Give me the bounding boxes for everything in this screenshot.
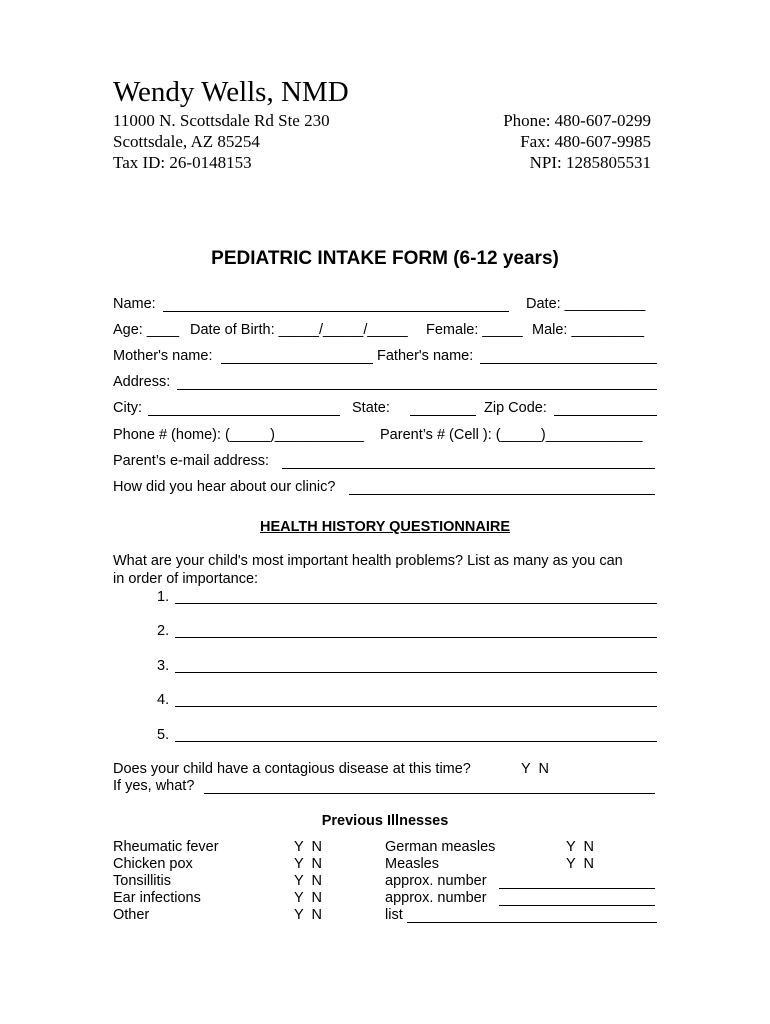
illness-label: Chicken pox bbox=[113, 856, 193, 872]
illness-label: German measles bbox=[385, 839, 496, 855]
approx-number-label: approx. number bbox=[385, 890, 487, 906]
zip-label: Zip Code: bbox=[484, 400, 547, 416]
if-yes-field[interactable] bbox=[204, 793, 655, 794]
problem-number-5: 5. bbox=[157, 727, 170, 743]
problem-field-4[interactable] bbox=[175, 706, 657, 707]
state-field[interactable] bbox=[410, 415, 476, 416]
problem-number-1: 1. bbox=[157, 589, 170, 605]
date-field[interactable]: Date: __________ bbox=[526, 296, 646, 312]
illness-yes-no[interactable]: Y N bbox=[294, 839, 322, 855]
illness-label: Other bbox=[113, 907, 150, 923]
previous-illnesses-heading: Previous Illnesses bbox=[321, 813, 449, 829]
problem-number-3: 3. bbox=[157, 658, 170, 674]
address-field[interactable] bbox=[177, 389, 657, 390]
health-history-heading: HEALTH HISTORY QUESTIONNAIRE bbox=[259, 519, 510, 535]
zip-field[interactable] bbox=[554, 415, 657, 416]
problem-field-2[interactable] bbox=[175, 637, 657, 638]
illness-label: Ear infections bbox=[113, 890, 201, 906]
health-question-line1: What are your child's most important health problems? List as many as you can bbox=[113, 553, 623, 569]
dob-field[interactable]: Date of Birth: _____/_____/_____ bbox=[190, 322, 408, 338]
approx-number-field[interactable] bbox=[499, 905, 655, 906]
if-yes-label: If yes, what? bbox=[113, 778, 195, 794]
parent-email-field[interactable] bbox=[282, 468, 655, 469]
problem-number-2: 2. bbox=[157, 623, 170, 639]
mother-label: Mother's name: bbox=[113, 348, 213, 364]
father-label: Father's name: bbox=[377, 348, 474, 364]
list-label: list bbox=[385, 907, 403, 923]
address-label: Address: bbox=[113, 374, 171, 390]
illness-yes-no[interactable]: Y N bbox=[294, 907, 322, 923]
illness-label: Measles bbox=[385, 856, 439, 872]
tax-id: Tax ID: 26-0148153 bbox=[113, 153, 252, 172]
name-label: Name: bbox=[113, 296, 156, 312]
referral-label: How did you hear about our clinic? bbox=[113, 479, 336, 495]
approx-number-field[interactable] bbox=[499, 888, 655, 889]
illness-yes-no[interactable]: Y N bbox=[566, 839, 594, 855]
referral-field[interactable] bbox=[349, 494, 655, 495]
female-field[interactable]: Female: _____ bbox=[426, 322, 523, 338]
approx-number-label: approx. number bbox=[385, 873, 487, 889]
name-field[interactable] bbox=[163, 311, 509, 312]
problem-field-3[interactable] bbox=[175, 672, 657, 673]
illness-yes-no[interactable]: Y N bbox=[294, 873, 322, 889]
problem-field-5[interactable] bbox=[175, 741, 657, 742]
parent-cell-field[interactable]: Parent’s # (Cell ): (_____)____________ bbox=[380, 427, 643, 443]
illness-yes-no[interactable]: Y N bbox=[294, 890, 322, 906]
problem-field-1[interactable] bbox=[175, 603, 657, 604]
npi-number: NPI: 1285805531 bbox=[529, 153, 651, 172]
state-label: State: bbox=[352, 400, 390, 416]
health-question-line2: in order of importance: bbox=[113, 571, 259, 587]
problem-number-4: 4. bbox=[157, 692, 170, 708]
age-field[interactable]: Age: ____ bbox=[113, 322, 180, 338]
list-field[interactable] bbox=[407, 922, 657, 923]
male-field[interactable]: Male: _________ bbox=[532, 322, 645, 338]
illness-yes-no[interactable]: Y N bbox=[294, 856, 322, 872]
contagious-yes-no[interactable]: Y N bbox=[521, 761, 549, 777]
mother-name-field[interactable] bbox=[221, 363, 373, 364]
home-phone-field[interactable]: Phone # (home): (_____)___________ bbox=[113, 427, 364, 443]
parent-email-label: Parent’s e-mail address: bbox=[113, 453, 270, 469]
address-line2: Scottsdale, AZ 85254 bbox=[113, 132, 260, 151]
city-label: City: bbox=[113, 400, 142, 416]
illness-yes-no[interactable]: Y N bbox=[566, 856, 594, 872]
illness-label: Rheumatic fever bbox=[113, 839, 219, 855]
contagious-question: Does your child have a contagious disease at this time? bbox=[113, 761, 471, 777]
father-name-field[interactable] bbox=[480, 363, 657, 364]
city-field[interactable] bbox=[148, 415, 340, 416]
phone-number: Phone: 480-607-0299 bbox=[503, 111, 651, 130]
form-title: PEDIATRIC INTAKE FORM (6-12 years) bbox=[211, 248, 559, 269]
doctor-name: Wendy Wells, NMD bbox=[113, 76, 349, 108]
fax-number: Fax: 480-607-9985 bbox=[520, 132, 651, 151]
illness-label: Tonsillitis bbox=[113, 873, 172, 889]
address-line1: 11000 N. Scottsdale Rd Ste 230 bbox=[113, 111, 330, 130]
